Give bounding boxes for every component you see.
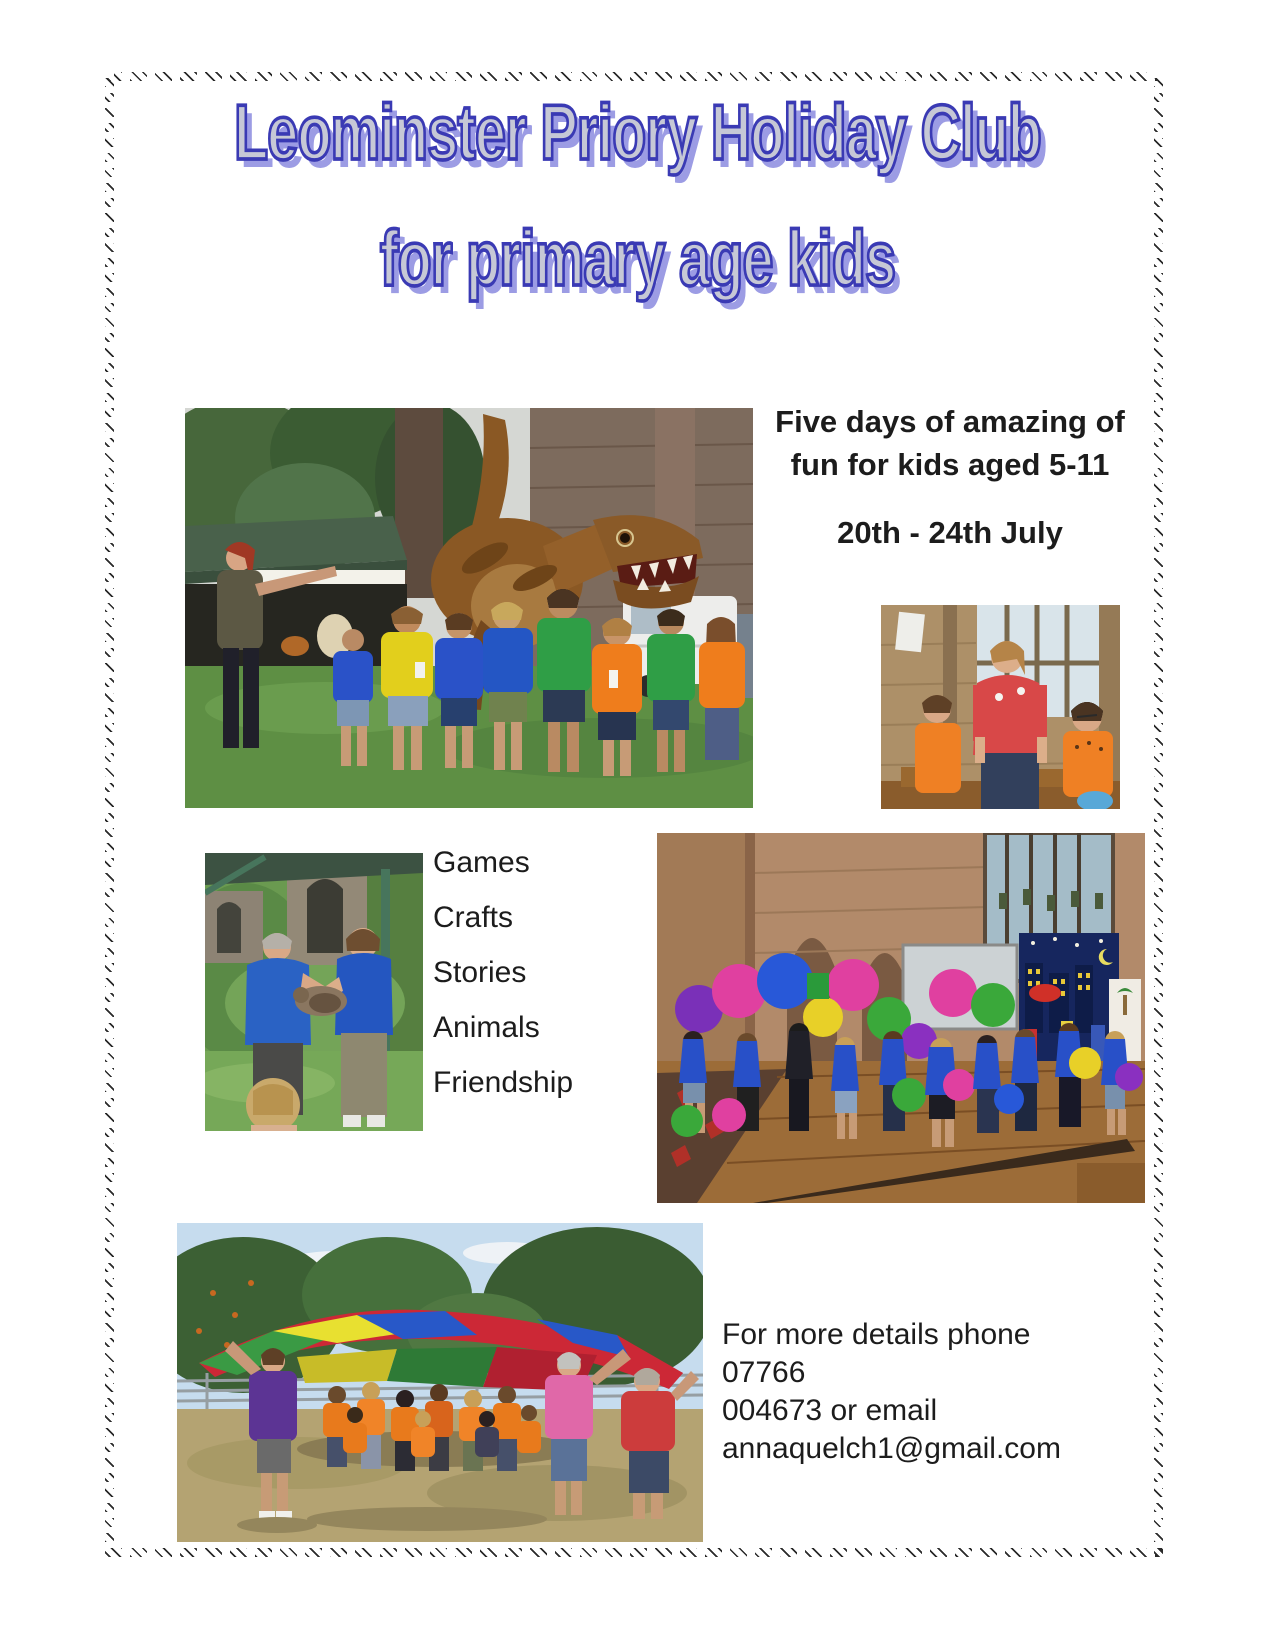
intro-line-2: fun for kids aged 5-11 [790, 447, 1110, 482]
contact-line-2: 004673 or email [722, 1394, 938, 1427]
contact-text [722, 1316, 1102, 1468]
page-title-line-1: Leominster Priory Holiday Club [233, 87, 1042, 176]
photo-animal-encounter [205, 853, 423, 1131]
pompom-dance-image [657, 833, 1145, 1203]
church-leader-image [881, 605, 1120, 809]
dinosaur-show-image [185, 408, 753, 808]
activity-stories: Stories [433, 956, 527, 989]
page-title-line-2: for primary age kids [379, 213, 896, 302]
parachute-game-image [177, 1223, 703, 1542]
activities-list [433, 846, 573, 1121]
photo-dinosaur-show [185, 408, 753, 808]
activity-animals: Animals [433, 1011, 540, 1044]
border-bottom [105, 1548, 1163, 1557]
photo-pompom-dance [657, 833, 1145, 1203]
activity-games: Games [433, 846, 530, 879]
animal-encounter-image [205, 853, 423, 1131]
photo-parachute-game [177, 1223, 703, 1542]
dates-text: 20th - 24th July [837, 515, 1063, 550]
activity-crafts: Crafts [433, 901, 514, 934]
activity-friendship: Friendship [433, 1066, 574, 1099]
contact-email: annaquelch1@gmail.com [722, 1432, 1061, 1465]
intro-text [740, 400, 1160, 554]
intro-line-1: Five days of amazing of [775, 404, 1125, 439]
photo-church-leader [881, 605, 1120, 809]
contact-line-1: For more details phone 07766 [722, 1318, 1031, 1389]
border-top [105, 72, 1163, 81]
